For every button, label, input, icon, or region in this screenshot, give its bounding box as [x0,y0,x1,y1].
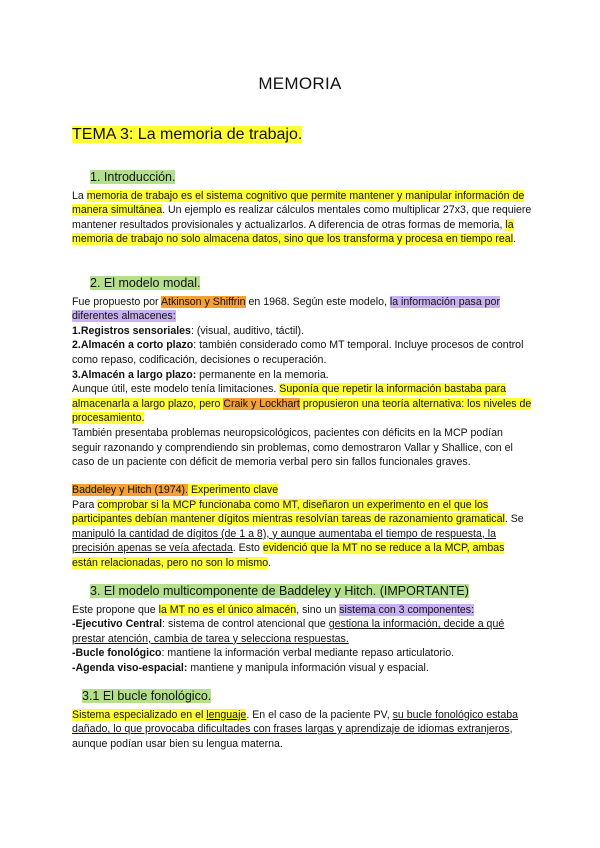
section-phonological-loop [72,689,532,751]
topic-title-text: TEMA 3: La memoria de trabajo. [72,126,303,143]
paragraph: También presentaba problemas neuropsicológicos, pacientes con déficits en la MCP podían seguir razonando y comprendiendo sin problemas, como demostraron Vallar y Shallice, con el caso de un paciente con déficit de memoria verbal pero sin fallos funcionales graves. [72,426,513,469]
section-introduction [72,170,532,247]
section-heading: 3.1 El bucle fonológico. [82,689,212,703]
paragraph: Aunque útil, este modelo tenía limitaciones. Suponía que repetir la información bastaba para almacenarla a largo plazo, pero Craik y Lockhart propusieron una teoría alternativa: los niveles de procesamiento. [72,383,532,425]
list-item: 3.Almacén a largo plazo: permanente en la memoria. [72,368,329,381]
paragraph: Para comprobar si la MCP funcionaba como MT, diseñaron un experimento en el que los participantes debían mantener dígitos mientras resolvían tareas de razonamiento gramatical. Se manipuló la cantidad de dígitos (de 1 a 8), y aunque aumentaba el tiempo de respuesta, la precisión apenas se veía afectada. Esto evidenció que la MT no se reduce a la MCP, ambas están relacionadas, pero no son lo mismo. [72,498,524,569]
paragraph: La memoria de trabajo es el sistema cognitivo que permite mantener y manipular información de manera simultánea. Un ejemplo es realizar cálculos mentales como multiplicar 27x3, que requiere mantener resultados provisionales y actualizarlos. A diferencia de otras formas de memoria, la memoria de trabajo no solo almacena datos, sino que los transforma y procesa en tiempo real. [72,189,532,246]
paragraph: Sistema especializado en el lenguaje. En el caso de la paciente PV, su bucle fonológico estaba dañado, lo que provocaba dificultades con frases largas y aprendizaje de idiomas extranjeros, aunque podían usar bien su lengua materna. [72,708,519,750]
list-item: 2.Almacén a corto plazo: también considerado como MT temporal. Incluye procesos de control como repaso, codificación, decisiones o recuperación. [72,339,524,366]
topic-title [72,126,302,144]
section-key-experiment [72,483,532,571]
document-title: MEMORIA [258,74,342,93]
section-multicomponent-model [72,584,532,676]
list-item: -Ejecutivo Central: sistema de control atencional que gestiona la información, decide a qué prestar atención, cambia de tarea y selecciona respuestas. [72,618,505,645]
list-item: -Bucle fonológico: mantiene la información verbal mediante repaso articulatorio. [72,647,455,660]
section-modal-model [72,276,532,470]
list-item: 1.Registros sensoriales: (visual, auditivo, táctil). [72,324,304,337]
paragraph: Este propone que la MT no es el único almacén, sino un sistema con 3 componentes: [72,603,475,616]
section-heading: 2. El modelo modal. [90,276,201,290]
list-item: -Agenda viso-espacial: mantiene y manipula información visual y espacial. [72,661,429,674]
section-heading: 3. El modelo multicomponente de Baddeley y Hitch. (IMPORTANTE) [90,584,469,598]
paragraph: Fue propuesto por Atkinson y Shiffrin en 1968. Según este modelo, la información pasa por diferentes almacenes: [72,295,500,323]
section-heading: 1. Introducción. [90,170,176,184]
experiment-heading: Baddeley y Hitch (1974). Experimento clave [72,484,279,496]
